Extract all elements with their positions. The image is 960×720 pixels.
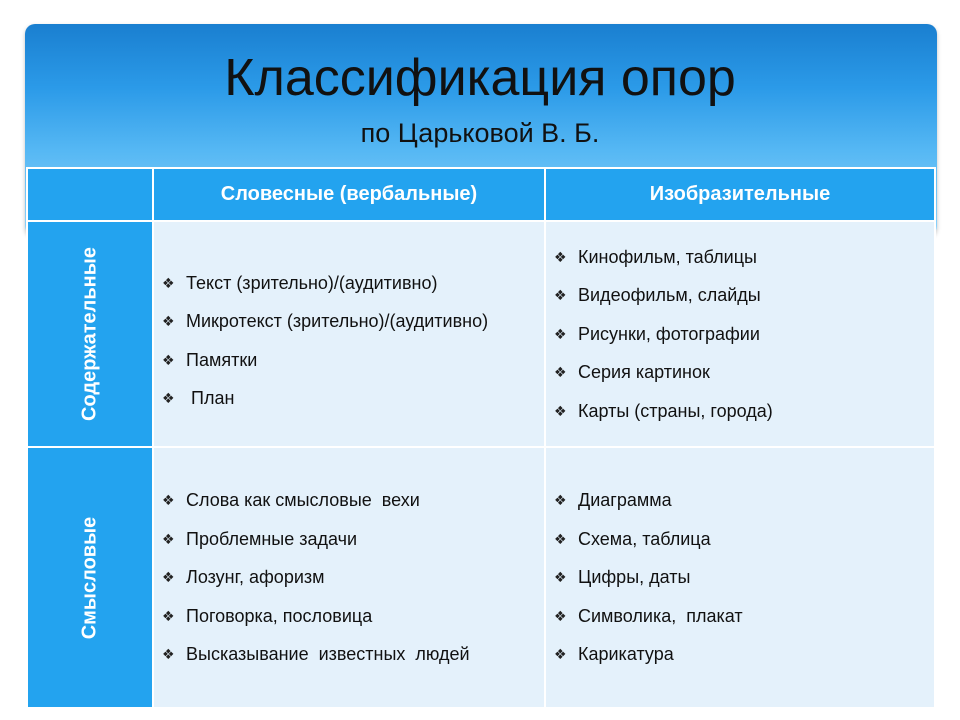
- slide-title: Классификация опор: [224, 49, 736, 107]
- list-item: ❖ Высказывание известных людей: [162, 644, 470, 664]
- list-item: ❖ Слова как смысловые вехи: [162, 490, 420, 510]
- diamond-bullet-icon: ❖: [554, 287, 567, 303]
- list-item: ❖ Схема, таблица: [554, 528, 711, 549]
- cell-semantic-verbal: [153, 447, 545, 708]
- diamond-bullet-icon: ❖: [554, 248, 567, 265]
- diamond-bullet-icon: ❖: [554, 530, 567, 547]
- list-item: ❖ Кинофильм, таблицы: [554, 246, 757, 267]
- diamond-bullet-icon: ❖: [162, 274, 175, 291]
- row-label-cell: [27, 221, 153, 447]
- list-item: ❖ Карты (страны, города): [554, 400, 773, 421]
- diamond-bullet-icon: ❖: [162, 313, 175, 330]
- diamond-bullet-icon: ❖: [162, 492, 175, 508]
- header-corner-cell: [27, 168, 153, 221]
- list-item: ❖ Цифры, даты: [554, 567, 691, 587]
- slide-subtitle: по Царьковой В. Б.: [360, 118, 600, 148]
- diamond-bullet-icon: ❖: [162, 390, 175, 407]
- diamond-bullet-icon: ❖: [554, 646, 567, 662]
- header-verbal: Словесные (вербальные): [153, 168, 545, 221]
- list-item: ❖ Текст (зрительно)/(аудитивно): [162, 272, 438, 293]
- cell-substantive-verbal: [153, 221, 545, 447]
- diamond-bullet-icon: ❖: [554, 402, 567, 419]
- list-item: ❖ План: [162, 388, 235, 409]
- diamond-bullet-icon: ❖: [554, 325, 567, 342]
- list-item: ❖ Проблемные задачи: [162, 528, 358, 549]
- row-label-cell: [27, 447, 153, 708]
- list-item: ❖ Лозунг, афоризм: [162, 567, 325, 587]
- list-item: ❖ Поговорка, пословица: [162, 605, 373, 626]
- diamond-bullet-icon: ❖: [554, 607, 567, 624]
- diamond-bullet-icon: ❖: [162, 646, 175, 662]
- diamond-bullet-icon: ❖: [554, 569, 567, 585]
- classification-table: [26, 167, 936, 709]
- table-row: [27, 221, 935, 447]
- list-item: ❖ Серия картинок: [554, 362, 710, 382]
- diamond-bullet-icon: ❖: [162, 351, 175, 368]
- list-item: ❖ Символика, плакат: [554, 605, 743, 626]
- diamond-bullet-icon: ❖: [162, 607, 175, 624]
- list-item: ❖ Рисунки, фотографии: [554, 323, 760, 344]
- list-item: ❖ Видеофильм, слайды: [554, 285, 761, 305]
- cell-semantic-visual: [545, 447, 935, 708]
- table-row: [27, 447, 935, 708]
- row-label-semantic: Смысловые: [78, 516, 101, 639]
- diamond-bullet-icon: ❖: [162, 530, 175, 547]
- list-item: ❖ Памятки: [162, 349, 258, 370]
- list-item: ❖ Микротекст (зрительно)/(аудитивно): [162, 311, 489, 332]
- list-item: ❖ Карикатура: [554, 644, 674, 664]
- row-label-substantive: Содержательные: [78, 247, 101, 421]
- diamond-bullet-icon: ❖: [554, 364, 567, 380]
- table-header-row: [27, 168, 935, 221]
- header-visual: Изобразительные: [545, 168, 935, 221]
- diamond-bullet-icon: ❖: [554, 492, 567, 508]
- diamond-bullet-icon: ❖: [162, 569, 175, 585]
- cell-substantive-visual: [545, 221, 935, 447]
- list-item: ❖ Диаграмма: [554, 490, 672, 510]
